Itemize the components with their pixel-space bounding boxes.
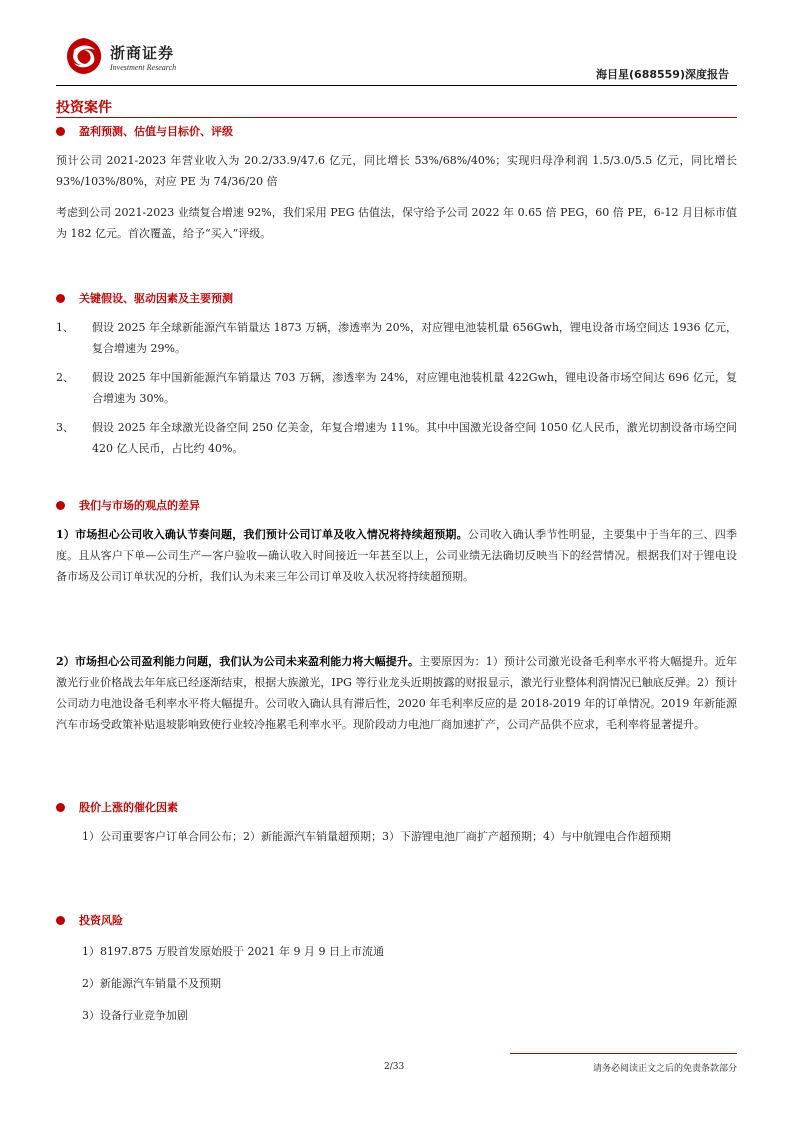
section-title: 我们与市场的观点的差异	[79, 499, 200, 512]
page-number: 2/33	[384, 1062, 405, 1072]
item-number: 1、	[56, 321, 74, 334]
item-text: 假设 2025 年中国新能源汽车销量达 703 万辆，渗透率为 24%，对应锂电池装机量 422Gwh，锂电设备市场空间达 696 亿元，复合增速为 30%。	[92, 371, 737, 405]
assumption-item	[56, 317, 737, 359]
brokerage-logo-icon	[64, 36, 104, 76]
difference-claim: 2）市场担心公司盈利能力问题，我们认为公司未来盈利能力将大幅提升。	[56, 655, 420, 668]
catalysts-text: 1）公司重要客户订单合同公布；2）新能源汽车销量超预期；3）下游锂电池厂商扩产超预期；4）与中航锂电合作超预期	[82, 830, 671, 843]
section-title: 投资风险	[79, 914, 123, 927]
footer-divider	[510, 1053, 737, 1054]
item-number: 2、	[56, 371, 74, 384]
assumption-item	[56, 417, 737, 459]
report-title: 海目星(688559)深度报告	[596, 68, 729, 81]
page-header	[56, 30, 737, 86]
risk-item: 3）设备行业竞争加剧	[82, 1009, 188, 1022]
difference-paragraph-revenue	[56, 524, 737, 587]
difference-detail: 主要原因为：1）预计公司激光设备毛利率水平将大幅提升。近年激光行业价格战去年年底已经逐渐结束，根据大族激光，IPG 等行业龙头近期披露的财报显示，激光行业整体利润情况已触底反弹。2）预计公司动力电池设备毛利率水平将大幅提升。公司收入确认具有滞后性，2020 年毛利率反应的是 2018-2019 年的订单情况。2019 年新能源汽车市场受政策补贴退坡影响致使行业较冷拖累毛利率水平。现阶段动力电池厂商加速扩产，公司产品供不应求，毛利率将显著提升。	[56, 655, 738, 731]
item-number: 3、	[56, 421, 74, 434]
valuation-paragraph: 考虑到公司 2021-2023 业绩复合增速 92%，我们采用 PEG 估值法，保守给予公司 2022 年 0.65 倍 PEG，60 倍 PE，6-12 月目标市值为 182 亿元。首次覆盖，给予“买入”评级。	[56, 206, 737, 240]
brand-name-en: Investment Research	[110, 63, 177, 72]
section-title: 关键假设、驱动因素及主要预测	[79, 292, 233, 305]
bullet-icon	[56, 916, 65, 925]
section-title: 股价上涨的催化因素	[79, 801, 178, 814]
item-text: 假设 2025 年全球激光设备空间 250 亿美金，年复合增速为 11%。其中中国激光设备空间 1050 亿人民币，激光切割设备市场空间 420 亿人民币，占比约 40%。	[92, 421, 737, 455]
bullet-icon	[56, 803, 65, 812]
section-heading-differences	[56, 497, 200, 513]
profit-forecast-paragraph: 预计公司 2021-2023 年营业收入为 20.2/33.9/47.6 亿元，同比增长 53%/68%/40%；实现归母净利润 1.5/3.0/5.5 亿元，同比增长 93%/103%/80%，对应 PE 为 74/36/20 倍	[56, 154, 737, 188]
section-heading-assumptions	[56, 290, 233, 306]
difference-detail: 公司收入确认季节性明显，主要集中于当年的三、四季度。且从客户下单—公司生产—客户验收—确认收入时间接近一年甚至以上，公司业绩无法确切反映当下的经营情况。根据我们对于锂电设备市场及公司订单状况的分析，我们认为未来三年公司订单及收入状况将持续超预期。	[56, 528, 738, 583]
section-heading-risks	[56, 912, 123, 928]
footer-disclaimer: 请务必阅读正文之后的免责条款部分	[592, 1064, 737, 1074]
section-heading-profit	[56, 123, 233, 139]
bullet-icon	[56, 501, 65, 510]
risk-item: 1）8197.875 万股首发原始股于 2021 年 9 月 9 日上市流通	[82, 945, 384, 958]
item-text: 假设 2025 年全球新能源汽车销量达 1873 万辆，渗透率为 20%，对应锂电池装机量 656Gwh，锂电设备市场空间达 1936 亿元，复合增速为 29%。	[92, 321, 737, 355]
section-title: 盈利预测、估值与目标价、评级	[79, 125, 233, 138]
section-heading-catalysts	[56, 799, 178, 815]
bullet-icon	[56, 294, 65, 303]
header-divider	[56, 85, 737, 86]
brand-name-cn: 浙商证券	[110, 44, 175, 62]
page-title: 投资案件	[56, 100, 112, 116]
assumption-item	[56, 367, 737, 409]
bullet-icon	[56, 127, 65, 136]
difference-paragraph-margin	[56, 651, 737, 735]
difference-claim: 1）市场担心公司收入确认节奏问题，我们预计公司订单及收入情况将持续超预期。	[56, 528, 468, 541]
risk-item: 2）新能源汽车销量不及预期	[82, 977, 221, 990]
title-divider	[56, 117, 737, 118]
